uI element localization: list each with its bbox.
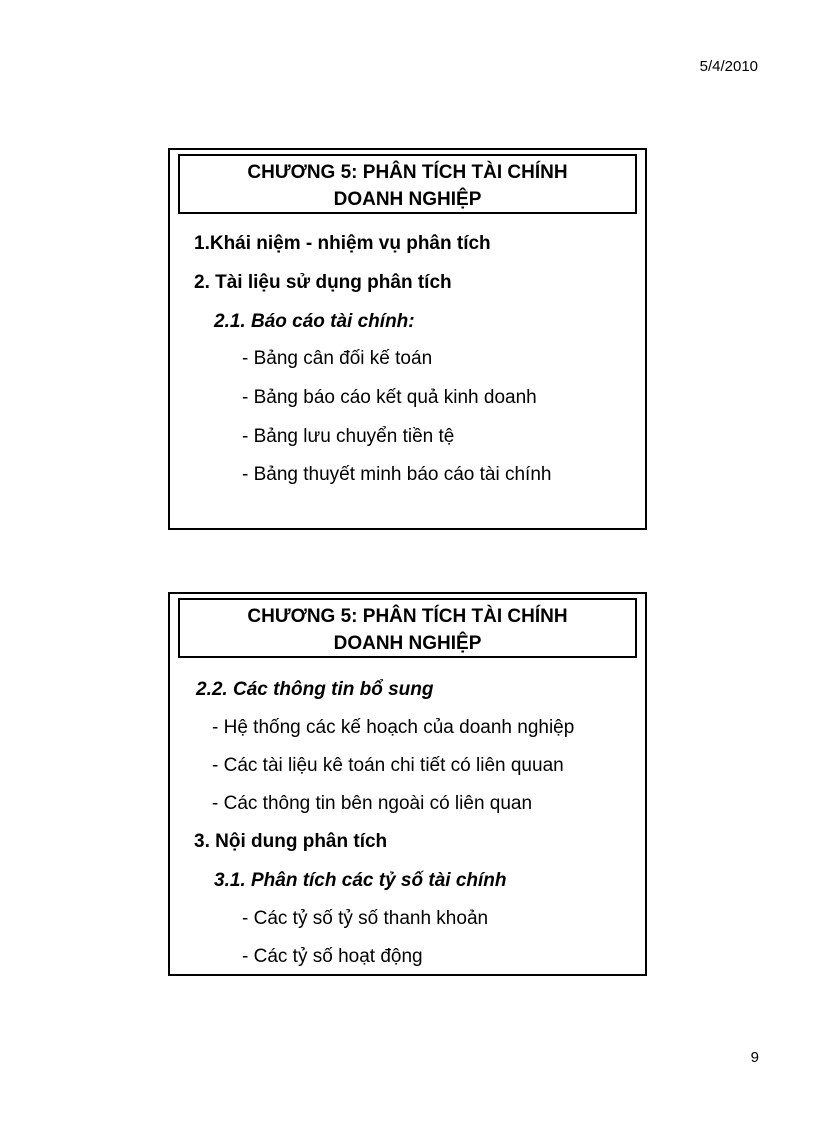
list-item: - Hệ thống các kế hoạch của doanh nghiệp	[212, 717, 575, 738]
list-item: - Các tỷ số hoạt động	[242, 946, 423, 967]
slide-title-line-2: DOANH NGHIỆP	[333, 189, 482, 210]
slide-title-line-1: CHƯƠNG 5: PHÂN TÍCH TÀI CHÍNH	[247, 162, 568, 183]
subheading-item: 2.1. Báo cáo tài chính:	[214, 311, 415, 332]
list-item: - Các tài liệu kê toán chi tiết có liên quuan	[212, 755, 564, 776]
heading-item: 3. Nội dung phân tích	[194, 831, 388, 852]
page-number: 9	[750, 1049, 759, 1066]
list-item: - Các tỷ số tỷ số thanh khoản	[242, 908, 489, 929]
heading-item: 1.Khái niệm - nhiệm vụ phân tích	[194, 233, 491, 254]
slide-title-line-2: DOANH NGHIỆP	[333, 633, 482, 654]
subheading-item: 2.2. Các thông tin bổ sung	[196, 679, 434, 700]
heading-item: 2. Tài liệu sử dụng phân tích	[194, 272, 452, 293]
slide-title-box	[178, 598, 637, 658]
list-item: - Các thông tin bên ngoài có liên quan	[212, 793, 533, 814]
slide-title-line-1: CHƯƠNG 5: PHÂN TÍCH TÀI CHÍNH	[247, 606, 568, 627]
slide-title-box	[178, 154, 637, 214]
slide-2	[168, 592, 647, 976]
list-item: - Bảng báo cáo kết quả kinh doanh	[242, 387, 537, 408]
subheading-item: 3.1. Phân tích các tỷ số tài chính	[214, 870, 507, 891]
list-item: - Bảng thuyết minh báo cáo tài chính	[242, 464, 552, 485]
list-item: - Bảng cân đối kế toán	[242, 348, 433, 369]
page-date: 5/4/2010	[699, 58, 758, 75]
list-item: - Bảng lưu chuyển tiền tệ	[242, 426, 455, 447]
slide-1	[168, 148, 647, 530]
